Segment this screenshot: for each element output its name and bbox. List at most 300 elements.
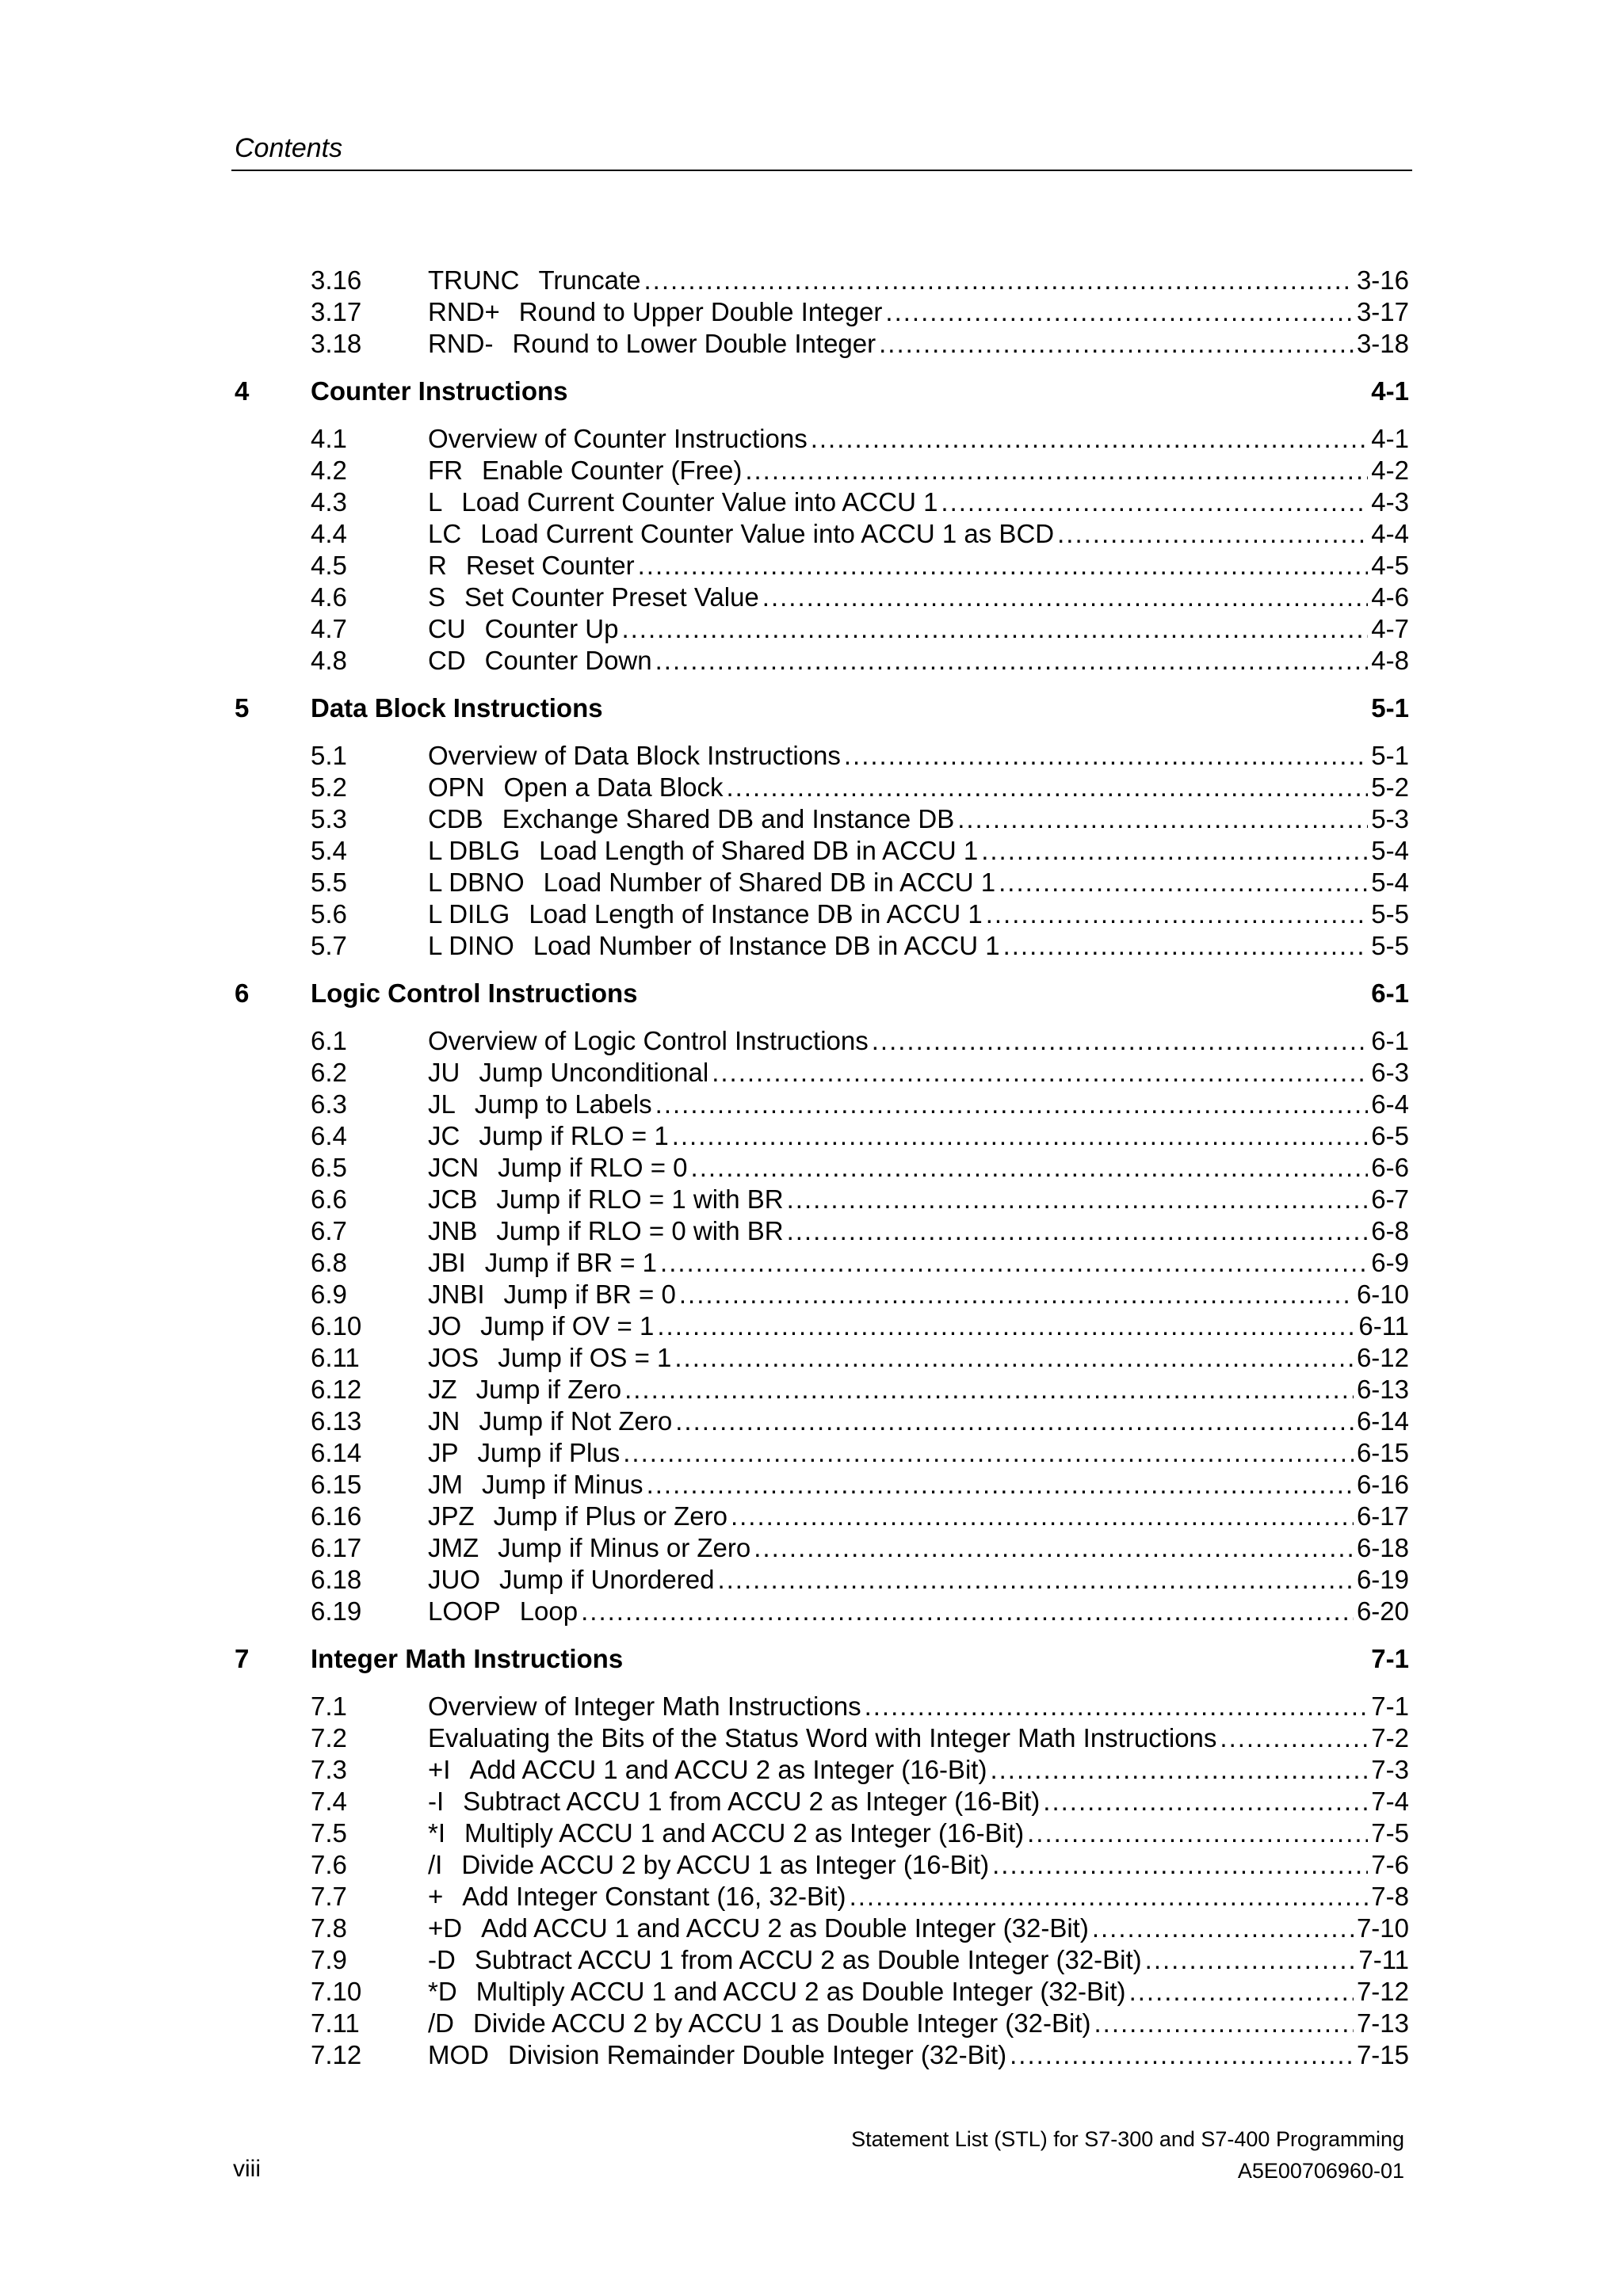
entry-page: 7-2 [1371, 1723, 1409, 1753]
dot-leader [986, 898, 1369, 930]
toc-entry[interactable] [231, 1722, 1409, 1754]
dot-leader [638, 550, 1369, 582]
dot-leader [1003, 930, 1369, 962]
entry-line [428, 1469, 1409, 1501]
entry-title: Overview of Logic Control Instructions [428, 1026, 869, 1055]
toc-entry[interactable] [231, 1913, 1409, 1944]
entry-line [428, 2008, 1409, 2039]
entry-line [428, 1501, 1409, 1532]
chapter-number: 7 [235, 1644, 250, 1673]
entry-title: Load Length of Shared DB in ACCU 1 [539, 836, 979, 865]
entry-code: *D [428, 1977, 457, 2006]
entry-number: 6.15 [311, 1470, 362, 1499]
entry-number: 6.5 [311, 1153, 347, 1182]
entry-code: JO [428, 1311, 462, 1341]
chapter-title: Integer Math Instructions [311, 1644, 624, 1673]
entry-line [428, 1025, 1409, 1057]
entry-page: 5-2 [1371, 772, 1409, 802]
entry-page: 4-3 [1371, 487, 1409, 517]
entry-title: Load Current Counter Value into ACCU 1 [461, 487, 938, 517]
entry-page: 7-5 [1371, 1818, 1409, 1848]
entry-page: 6-19 [1356, 1565, 1409, 1594]
entry-page: 4-5 [1371, 551, 1409, 580]
toc-entry[interactable] [231, 1976, 1409, 2008]
toc-entry[interactable] [231, 296, 1409, 328]
entry-number: 3.18 [311, 329, 362, 358]
entry-code: S [428, 582, 446, 612]
entry-title: Add ACCU 1 and ACCU 2 as Double Integer (32-Bit) [481, 1913, 1089, 1943]
entry-title: Enable Counter (Free) [482, 456, 743, 485]
entry-number: 6.17 [311, 1533, 362, 1562]
entry-line [428, 1215, 1409, 1247]
entry-title: Divide ACCU 2 by ACCU 1 as Double Integer (32-Bit) [473, 2008, 1091, 2038]
toc-entry[interactable] [231, 1437, 1409, 1469]
toc-entry[interactable] [231, 518, 1409, 550]
entry-number: 6.19 [311, 1596, 362, 1626]
entry-code: OPN [428, 772, 485, 802]
toc-entry[interactable] [231, 1501, 1409, 1532]
entry-line [428, 1152, 1409, 1184]
entry-line [428, 1849, 1409, 1881]
entry-code: RND- [428, 329, 494, 358]
entry-number: 3.16 [311, 265, 362, 295]
entry-line [428, 1184, 1409, 1215]
entry-page: 4-1 [1371, 424, 1409, 453]
entry-line [428, 550, 1409, 582]
toc-entry[interactable] [231, 1215, 1409, 1247]
entry-code: TRUNC [428, 265, 520, 295]
entry-title: Add ACCU 1 and ACCU 2 as Integer (16-Bit) [469, 1755, 987, 1784]
entry-number: 7.4 [311, 1787, 347, 1816]
toc-entry[interactable] [231, 1754, 1409, 1786]
entry-code: JU [428, 1058, 460, 1087]
entry-page: 5-1 [1371, 741, 1409, 770]
entry-line [428, 1881, 1409, 1913]
toc-entry[interactable] [231, 328, 1409, 360]
entry-code: JCB [428, 1184, 478, 1214]
entry-code: +I [428, 1755, 451, 1784]
entry-code: JN [428, 1406, 460, 1436]
entry-number: 5.7 [311, 931, 347, 960]
entry-title: Jump if RLO = 1 [479, 1121, 669, 1150]
entry-text [428, 1976, 1126, 2008]
chapter-heading[interactable] [231, 376, 1409, 407]
entry-title: Jump if Minus or Zero [498, 1533, 751, 1562]
entry-page: 5-4 [1371, 868, 1409, 897]
entry-page: 3-18 [1356, 329, 1409, 358]
entry-number: 5.6 [311, 899, 347, 929]
toc-entry[interactable] [231, 1310, 1409, 1342]
toc-entry[interactable] [231, 1152, 1409, 1184]
entry-title: Load Current Counter Value into ACCU 1 as BCD [480, 519, 1055, 548]
chapter-heading[interactable] [231, 978, 1409, 1009]
entry-code: JZ [428, 1375, 457, 1404]
entry-text [428, 772, 724, 803]
dot-leader [1010, 2039, 1354, 2071]
entry-text [428, 1025, 869, 1057]
entry-code: R [428, 551, 447, 580]
toc-entry[interactable] [231, 1596, 1409, 1627]
entry-page: 6-17 [1356, 1501, 1409, 1531]
entry-text [428, 1532, 750, 1564]
entry-code: JL [428, 1089, 456, 1119]
entry-page: 6-15 [1356, 1438, 1409, 1467]
entry-page: 3-16 [1356, 265, 1409, 295]
dot-leader [660, 1247, 1368, 1279]
entry-page: 6-16 [1356, 1470, 1409, 1499]
dot-leader [655, 645, 1369, 677]
entry-page: 4-4 [1371, 519, 1409, 548]
entry-line [428, 1754, 1409, 1786]
chapter-heading[interactable] [231, 692, 1409, 724]
entry-page: 7-4 [1371, 1787, 1409, 1816]
entry-line [428, 423, 1409, 455]
toc-entry[interactable] [231, 550, 1409, 582]
toc-entry[interactable] [231, 772, 1409, 803]
entry-title: Jump if OV = 1 [480, 1311, 655, 1341]
dot-leader [754, 1532, 1354, 1564]
entry-code: JNB [428, 1216, 478, 1245]
dot-leader [879, 328, 1354, 360]
toc-entry[interactable] [231, 1025, 1409, 1057]
entry-code: RND+ [428, 297, 500, 326]
entry-page: 7-15 [1356, 2040, 1409, 2069]
entry-page: 6-7 [1371, 1184, 1409, 1214]
toc-entry[interactable] [231, 740, 1409, 772]
entry-text [428, 803, 954, 835]
entry-text [428, 1279, 676, 1310]
entry-number: 5.2 [311, 772, 347, 802]
toc-entry[interactable] [231, 645, 1409, 677]
entry-page: 7-10 [1356, 1913, 1409, 1943]
entry-text [428, 1913, 1089, 1944]
toc-entry[interactable] [231, 582, 1409, 613]
entry-text [428, 1342, 671, 1374]
entry-page: 6-10 [1356, 1280, 1409, 1309]
entry-page: 3-17 [1356, 297, 1409, 326]
entry-page: 6-1 [1371, 1026, 1409, 1055]
entry-page: 6-6 [1371, 1153, 1409, 1182]
entry-title: Overview of Data Block Instructions [428, 741, 841, 770]
entry-page: 6-20 [1356, 1596, 1409, 1626]
entry-line [428, 296, 1409, 328]
dot-leader [621, 613, 1368, 645]
toc-entry[interactable] [231, 1469, 1409, 1501]
entry-page: 7-3 [1371, 1755, 1409, 1784]
dot-leader [581, 1596, 1354, 1627]
entry-title: Divide ACCU 2 by ACCU 1 as Integer (16-Bit) [461, 1850, 990, 1879]
entry-text [428, 1564, 714, 1596]
entry-code: JC [428, 1121, 460, 1150]
entry-number: 6.12 [311, 1375, 362, 1404]
entry-number: 6.16 [311, 1501, 362, 1531]
entry-text [428, 2008, 1091, 2039]
footer-page-number: viii [233, 2156, 261, 2182]
dot-leader [811, 423, 1369, 455]
toc-entry[interactable] [231, 898, 1409, 930]
entry-number: 5.5 [311, 868, 347, 897]
entry-text [428, 1881, 846, 1913]
entry-number: 6.4 [311, 1121, 347, 1150]
toc-entry[interactable] [231, 486, 1409, 518]
entry-code: JMZ [428, 1533, 479, 1562]
entry-code: + [428, 1882, 444, 1911]
dot-leader [647, 1469, 1354, 1501]
entry-text [428, 1215, 784, 1247]
footer-doc-number: A5E00706960-01 [1237, 2159, 1404, 2183]
entry-line [428, 518, 1409, 550]
entry-number: 3.17 [311, 297, 362, 326]
entry-text [428, 1120, 669, 1152]
entry-code: /I [428, 1850, 443, 1879]
entry-line [428, 1913, 1409, 1944]
entry-title: Set Counter Preset Value [464, 582, 759, 612]
dot-leader [844, 740, 1368, 772]
entry-code: -I [428, 1787, 445, 1816]
entry-code: LOOP [428, 1596, 501, 1626]
entry-text [428, 328, 876, 360]
entry-code: FR [428, 456, 463, 485]
toc-entry[interactable] [231, 1564, 1409, 1596]
entry-page: 6-11 [1358, 1311, 1409, 1341]
entry-line [428, 1374, 1409, 1405]
toc-entry[interactable] [231, 1184, 1409, 1215]
entry-page: 6-12 [1356, 1343, 1409, 1372]
entry-title: Round to Lower Double Integer [512, 329, 876, 358]
entry-title: Jump to Labels [474, 1089, 652, 1119]
toc-entry[interactable] [231, 803, 1409, 835]
entry-page: 7-1 [1371, 1691, 1409, 1721]
toc-entry[interactable] [231, 1247, 1409, 1279]
dot-leader [990, 1754, 1368, 1786]
entry-title: Load Number of Instance DB in ACCU 1 [533, 931, 1000, 960]
entry-text [428, 1944, 1142, 1976]
entry-text [428, 582, 759, 613]
entry-text [428, 1786, 1040, 1817]
entry-line [428, 835, 1409, 867]
entry-number: 7.5 [311, 1818, 347, 1848]
toc-entry[interactable] [231, 1944, 1409, 1976]
entry-text [428, 1152, 688, 1184]
entry-code: L DINO [428, 931, 514, 960]
entry-text [428, 898, 983, 930]
toc-entry[interactable] [231, 2008, 1409, 2039]
entry-number: 7.10 [311, 1977, 362, 2006]
entry-line [428, 803, 1409, 835]
entry-code: LC [428, 519, 462, 548]
dot-leader [731, 1501, 1354, 1532]
entry-title: Reset Counter [465, 551, 635, 580]
dot-leader [957, 803, 1368, 835]
dot-leader [712, 1057, 1368, 1089]
entry-title: Truncate [538, 265, 641, 295]
entry-page: 4-2 [1371, 456, 1409, 485]
entry-number: 4.8 [311, 646, 347, 675]
entry-page: 4-7 [1371, 614, 1409, 643]
entry-line [428, 2039, 1409, 2071]
dot-leader [1129, 1976, 1354, 2008]
entry-line [428, 328, 1409, 360]
entry-line [428, 1564, 1409, 1596]
entry-code: L DBLG [428, 836, 521, 865]
toc-entry[interactable] [231, 1881, 1409, 1913]
dot-leader [762, 582, 1369, 613]
entry-number: 6.10 [311, 1311, 362, 1341]
toc-entry[interactable] [231, 1089, 1409, 1120]
toc-entry[interactable] [231, 1691, 1409, 1722]
chapter-number: 5 [235, 693, 250, 723]
toc-entry[interactable] [231, 867, 1409, 898]
entry-title: Jump if Plus or Zero [493, 1501, 727, 1531]
toc-entry[interactable] [231, 1279, 1409, 1310]
entry-code: JPZ [428, 1501, 475, 1531]
toc-entry[interactable] [231, 265, 1409, 296]
entry-text [428, 265, 641, 296]
dot-leader [1092, 1913, 1354, 1944]
chapter-number: 6 [235, 978, 250, 1008]
toc-entry[interactable] [231, 423, 1409, 455]
entry-text [428, 1469, 643, 1501]
entry-text [428, 867, 995, 898]
entry-page: 6-13 [1356, 1375, 1409, 1404]
entry-title: Jump if BR = 1 [484, 1248, 658, 1277]
dot-leader [727, 772, 1369, 803]
entry-code: JNBI [428, 1280, 485, 1309]
entry-line [428, 930, 1409, 962]
dot-leader [865, 1691, 1369, 1722]
entry-title: Multiply ACCU 1 and ACCU 2 as Double Integer (32-Bit) [475, 1977, 1126, 2006]
entry-text [428, 2039, 1006, 2071]
entry-line [428, 265, 1409, 296]
chapter-title: Data Block Instructions [311, 693, 603, 723]
entry-number: 6.6 [311, 1184, 347, 1214]
entry-text [428, 455, 742, 486]
toc-entry[interactable] [231, 1532, 1409, 1564]
entry-number: 4.1 [311, 424, 347, 453]
entry-page: 7-13 [1356, 2008, 1409, 2038]
entry-line [428, 740, 1409, 772]
entry-line [428, 582, 1409, 613]
entry-page: 5-4 [1371, 836, 1409, 865]
entry-text [428, 1596, 578, 1627]
entry-page: 7-6 [1371, 1850, 1409, 1879]
entry-code: JUO [428, 1565, 480, 1594]
entry-title: Overview of Counter Instructions [428, 424, 808, 453]
table-of-contents [231, 265, 1409, 2071]
toc-entry[interactable] [231, 1405, 1409, 1437]
entry-title: Round to Upper Double Integer [518, 297, 883, 326]
entry-text [428, 1247, 657, 1279]
entry-text [428, 930, 1000, 962]
dot-leader [885, 296, 1354, 328]
entry-title: Subtract ACCU 1 from ACCU 2 as Double Integer (32-Bit) [474, 1945, 1142, 1974]
entry-line [428, 1691, 1409, 1722]
dot-leader [745, 455, 1368, 486]
entry-code: JCN [428, 1153, 479, 1182]
dot-leader [675, 1405, 1354, 1437]
entry-line [428, 772, 1409, 803]
entry-title: Jump if Not Zero [479, 1406, 673, 1436]
entry-line [428, 1786, 1409, 1817]
entry-title: Jump if RLO = 1 with BR [496, 1184, 784, 1214]
entry-number: 6.3 [311, 1089, 347, 1119]
toc-entry[interactable] [231, 930, 1409, 962]
entry-number: 4.3 [311, 487, 347, 517]
entry-title: Evaluating the Bits of the Status Word with Integer Math Instructions [428, 1723, 1217, 1753]
entry-title: Jump if RLO = 0 with BR [496, 1216, 784, 1245]
dot-leader [679, 1279, 1354, 1310]
entry-text [428, 835, 978, 867]
entry-text [428, 645, 652, 677]
entry-code: JM [428, 1470, 463, 1499]
entry-line [428, 486, 1409, 518]
toc-entry[interactable] [231, 455, 1409, 486]
entry-page: 4-8 [1371, 646, 1409, 675]
entry-text [428, 1691, 861, 1722]
entry-number: 6.14 [311, 1438, 362, 1467]
entry-number: 7.8 [311, 1913, 347, 1943]
entry-text [428, 1089, 652, 1120]
entry-number: 7.9 [311, 1945, 347, 1974]
entry-title: Subtract ACCU 1 from ACCU 2 as Integer (16-Bit) [463, 1787, 1041, 1816]
entry-line [428, 1722, 1409, 1754]
entry-page: 5-3 [1371, 804, 1409, 833]
dot-leader [992, 1849, 1368, 1881]
dot-leader [672, 1120, 1369, 1152]
entry-code: MOD [428, 2040, 489, 2069]
entry-code: JP [428, 1438, 459, 1467]
entry-code: L DILG [428, 899, 510, 929]
entry-code: L DBNO [428, 868, 525, 897]
toc-entry[interactable] [231, 1342, 1409, 1374]
entry-code: -D [428, 1945, 456, 1974]
entry-line [428, 613, 1409, 645]
entry-code: CDB [428, 804, 483, 833]
entry-number: 4.7 [311, 614, 347, 643]
entry-text [428, 296, 882, 328]
entry-page: 6-5 [1371, 1121, 1409, 1150]
entry-number: 7.7 [311, 1882, 347, 1911]
entry-line [428, 1310, 1409, 1342]
chapter-heading[interactable] [231, 1643, 1409, 1675]
toc-entry[interactable] [231, 1374, 1409, 1405]
entry-text [428, 1817, 1024, 1849]
entry-line [428, 1976, 1409, 2008]
entry-number: 7.1 [311, 1691, 347, 1721]
entry-number: 4.5 [311, 551, 347, 580]
entry-number: 6.8 [311, 1248, 347, 1277]
toc-entry[interactable] [231, 1817, 1409, 1849]
toc-entry[interactable] [231, 1786, 1409, 1817]
dot-leader [717, 1564, 1353, 1596]
entry-title: Overview of Integer Math Instructions [428, 1691, 861, 1721]
dot-leader [657, 1310, 1355, 1342]
toc-entry[interactable] [231, 1057, 1409, 1089]
entry-page: 6-4 [1371, 1089, 1409, 1119]
toc-entry[interactable] [231, 613, 1409, 645]
toc-entry[interactable] [231, 835, 1409, 867]
dot-leader [1043, 1786, 1368, 1817]
entry-line [428, 898, 1409, 930]
entry-text [428, 1437, 620, 1469]
entry-text [428, 518, 1054, 550]
toc-entry[interactable] [231, 1849, 1409, 1881]
entry-page: 7-12 [1356, 1977, 1409, 2006]
toc-entry[interactable] [231, 1120, 1409, 1152]
entry-line [428, 1247, 1409, 1279]
toc-entry[interactable] [231, 2039, 1409, 2071]
dot-leader [1094, 2008, 1354, 2039]
